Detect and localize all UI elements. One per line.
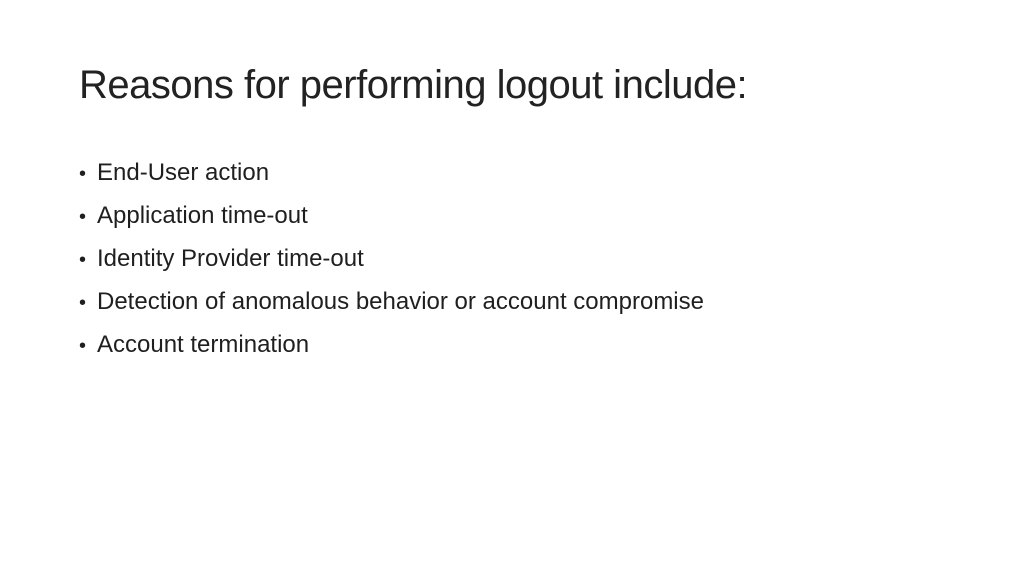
list-item	[79, 194, 704, 237]
bullet-list	[79, 151, 704, 366]
slide-title: Reasons for performing logout include:	[79, 63, 748, 107]
list-item	[79, 323, 704, 366]
bullet-text: End-User action	[97, 159, 270, 186]
bullet-text: Application time-out	[97, 202, 308, 229]
bullet-text: Account termination	[97, 331, 310, 358]
bullet-icon: •	[79, 249, 87, 271]
bullet-icon: •	[79, 163, 87, 185]
list-item	[79, 280, 704, 323]
list-item	[79, 151, 704, 194]
bullet-text: Detection of anomalous behavior or account compromise	[97, 288, 704, 315]
bullet-text: Identity Provider time-out	[97, 245, 364, 272]
bullet-icon: •	[79, 335, 87, 357]
bullet-icon: •	[79, 206, 87, 228]
bullet-icon: •	[79, 292, 87, 314]
list-item	[79, 237, 704, 280]
